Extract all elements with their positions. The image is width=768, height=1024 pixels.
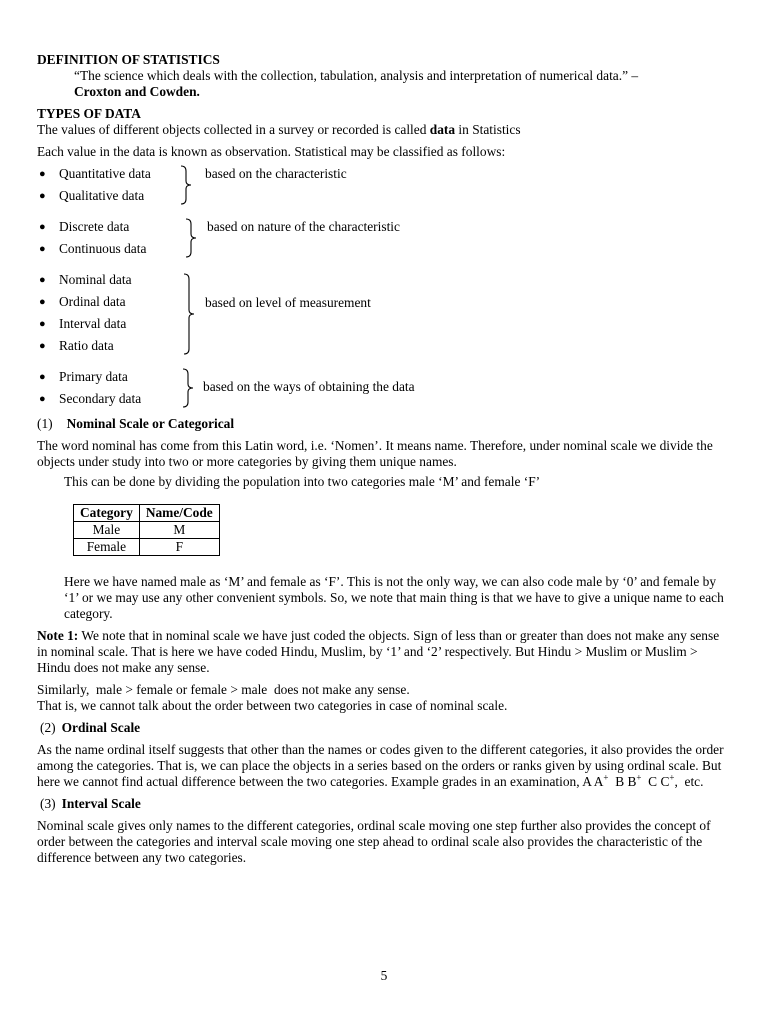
table-cell: M xyxy=(139,522,219,539)
interval-section-title xyxy=(37,796,732,812)
bullet-icon: ● xyxy=(39,190,46,202)
section-number: (3) xyxy=(40,796,56,811)
types-intro-text: The values of different objects collected in a survey or recorded is called xyxy=(37,122,430,137)
right-brace-icon xyxy=(181,368,195,408)
table-cell: F xyxy=(139,539,219,556)
table-cell: Male xyxy=(74,522,140,539)
bullet-icon: ● xyxy=(39,296,46,308)
grade-plus: + xyxy=(603,772,609,783)
list-item-label: Ordinal data xyxy=(59,294,126,309)
data-type-group-measurement xyxy=(37,269,732,357)
quote-author: Croxton and Cowden. xyxy=(74,84,200,99)
list-item-label: Secondary data xyxy=(59,391,142,406)
grade-tail: , etc. xyxy=(674,774,704,789)
list-item xyxy=(37,388,177,410)
section-title-text: Interval Scale xyxy=(61,796,141,811)
interval-para: Nominal scale gives only names to the different categories, ordinal scale moving one step further also provides the concept of order between the categories and interval scale moving one step ahead to ordinal scale also provides the characteristic of the difference between any two categories. xyxy=(37,818,711,865)
data-type-group-characteristic xyxy=(37,163,732,207)
grade-plus: + xyxy=(669,772,675,783)
grade-text: C C xyxy=(641,774,670,789)
list-item-label: Primary data xyxy=(59,369,128,384)
list-item xyxy=(37,185,177,207)
definition-quote: “The science which deals with the collection, tabulation, analysis and interpretation of numerical data.” – xyxy=(74,68,639,83)
table-header-cell: Category xyxy=(74,505,140,522)
table-header-row xyxy=(74,505,220,522)
note-text: We note that in nominal scale we have just coded the objects. Sign of less than or greater than does not make any sense in nominal scale. That is here we have coded Hindu, Muslim, by ‘1’ and ‘2’ respectively. But Hindu > Muslim or Muslim > Hindu does not make any sense. xyxy=(37,628,720,675)
note-label: Note 1: xyxy=(37,628,79,643)
grade-plus: + xyxy=(636,772,642,783)
types-classification-line: Each value in the data is known as observation. Statistical may be classified as follows: xyxy=(37,144,506,159)
bullet-icon: ● xyxy=(39,393,46,405)
types-intro-tail: in Statistics xyxy=(455,122,521,137)
bullet-icon: ● xyxy=(39,318,46,330)
grade-text: A A xyxy=(582,774,604,789)
definition-heading: DEFINITION OF STATISTICS xyxy=(37,52,220,67)
group-label: based on nature of the characteristic xyxy=(207,219,400,234)
list-item-label: Ratio data xyxy=(59,338,114,353)
section-title-text: Nominal Scale or Categorical xyxy=(66,416,235,431)
list-item xyxy=(37,163,177,185)
order-line: That is, we cannot talk about the order between two categories in case of nominal scale. xyxy=(37,698,508,713)
nominal-para-1: The word nominal has come from this Latin word, i.e. ‘Nomen’. It means name. Therefore, under nominal scale we divide the objects under study into two or more categories by giving them unique names. xyxy=(37,438,713,469)
group-label: based on level of measurement xyxy=(205,295,371,310)
data-type-list xyxy=(37,163,177,207)
nominal-section-title xyxy=(37,416,732,432)
list-item xyxy=(37,366,177,388)
bullet-icon: ● xyxy=(39,274,46,286)
list-item-label: Quantitative data xyxy=(59,166,151,181)
list-item-label: Discrete data xyxy=(59,219,130,234)
similarly-line: Similarly, male > female or female > male does not make any sense. xyxy=(37,682,410,697)
ordinal-section-title xyxy=(37,720,732,736)
list-item-label: Interval data xyxy=(59,316,127,331)
nominal-para-3: Here we have named male as ‘M’ and female as ‘F’. This is not the only way, we can also code male by ‘0’ and female by ‘1’ or we may use any other convenient symbols. So, we note that main thing is that we have to give a unique name to each category. xyxy=(64,574,724,621)
types-intro-bold: data xyxy=(429,122,456,137)
section-number: (1) xyxy=(37,416,53,431)
table-row xyxy=(74,522,220,539)
bullet-icon: ● xyxy=(39,243,46,255)
types-heading: TYPES OF DATA xyxy=(37,106,141,121)
list-item xyxy=(37,313,177,335)
page-number: 5 xyxy=(380,968,388,983)
table-row xyxy=(74,539,220,556)
section-number: (2) xyxy=(40,720,56,735)
list-item-label: Continuous data xyxy=(59,241,147,256)
bullet-icon: ● xyxy=(39,340,46,352)
category-code-table xyxy=(73,504,220,556)
bullet-icon: ● xyxy=(39,221,46,233)
bullet-icon: ● xyxy=(39,168,46,180)
list-item-label: Nominal data xyxy=(59,272,132,287)
ordinal-para-text: As the name ordinal itself suggests that other than the names or codes given to the different categories, it also provides the order among the categories. That is, we can place the objects in a series based on the orders or ranks given by using ordinal scale. But here we cannot find actual difference between the two categories. Example grades in an examination, xyxy=(37,742,724,789)
bullet-icon: ● xyxy=(39,371,46,383)
table-header-cell: Name/Code xyxy=(139,505,219,522)
data-type-group-source xyxy=(37,366,732,410)
right-brace-icon xyxy=(184,218,198,258)
types-intro xyxy=(37,122,732,138)
data-type-list xyxy=(37,366,177,410)
note-1 xyxy=(37,628,732,676)
data-type-group-nature xyxy=(37,216,732,260)
document-page xyxy=(37,52,732,866)
data-type-list xyxy=(37,216,177,260)
right-brace-icon xyxy=(179,165,193,205)
list-item xyxy=(37,291,177,313)
nominal-para-2: This can be done by dividing the population into two categories male ‘M’ and female ‘F’ xyxy=(64,474,541,489)
grade-text: B B xyxy=(608,774,637,789)
list-item xyxy=(37,216,177,238)
group-label: based on the ways of obtaining the data xyxy=(203,379,415,394)
list-item xyxy=(37,269,177,291)
data-type-list xyxy=(37,269,177,357)
section-title-text: Ordinal Scale xyxy=(61,720,141,735)
list-item-label: Qualitative data xyxy=(59,188,145,203)
group-label: based on the characteristic xyxy=(205,166,347,181)
list-item xyxy=(37,335,177,357)
ordinal-para xyxy=(37,742,732,790)
list-item xyxy=(37,238,177,260)
table-cell: Female xyxy=(74,539,140,556)
right-brace-icon xyxy=(182,273,196,355)
